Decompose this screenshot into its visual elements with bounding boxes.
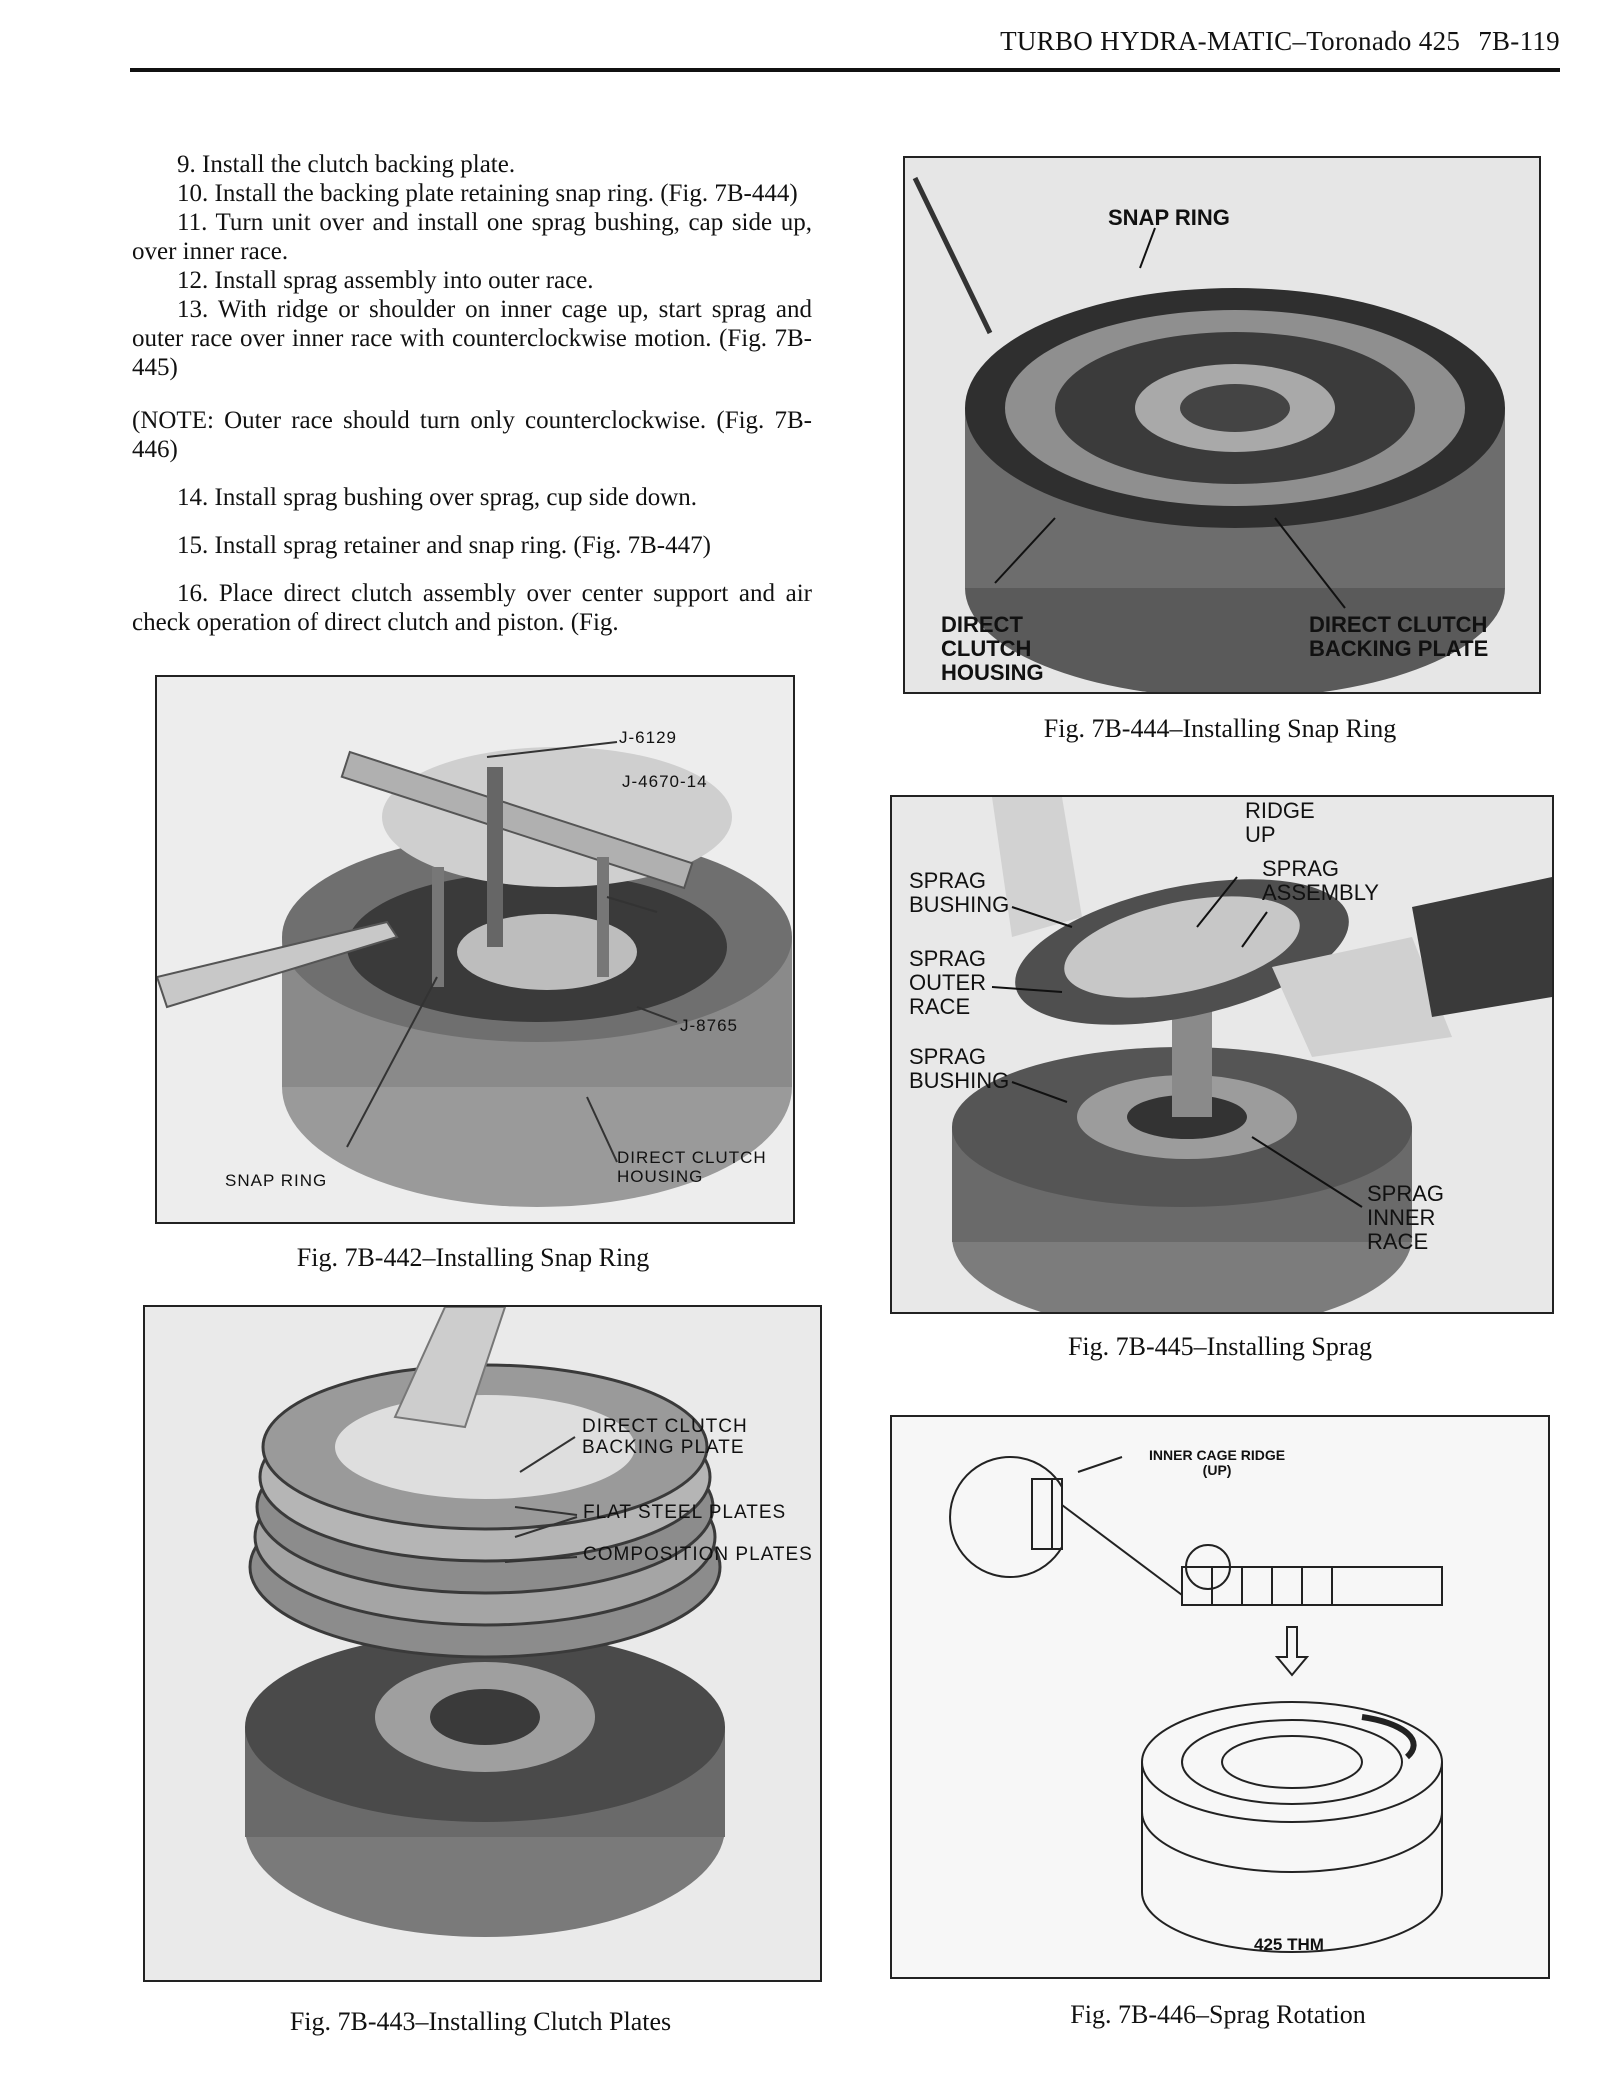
- label-composition-plates: COMPOSITION PLATES: [583, 1544, 813, 1565]
- step-15: 15. Install sprag retainer and snap ring. (Fig. 7B-447): [177, 532, 711, 559]
- note: (NOTE: Outer race should turn only counterclockwise. (Fig. 7B-446): [132, 407, 812, 463]
- running-header: [130, 22, 1560, 72]
- label-inner-cage-ridge: INNER CAGE RIDGE (UP): [1149, 1447, 1286, 1479]
- step-14: 14. Install sprag bushing over sprag, cup side down.: [177, 484, 698, 511]
- header-text: [982, 26, 1560, 57]
- label-direct-clutch-backing-plate: DIRECT CLUTCH BACKING PLATE: [1309, 612, 1489, 662]
- label-flat-steel-plates: FLAT STEEL PLATES: [583, 1502, 787, 1523]
- label-snap-ring: SNAP RING: [1108, 205, 1230, 230]
- page-number: 7B-119: [1478, 26, 1560, 56]
- caption-7b-446: Fig. 7B-446–Sprag Rotation: [1070, 2000, 1366, 2029]
- snap-ring-tool-illustration: [157, 677, 793, 1222]
- label-sprag-bushing-top: SPRAG BUSHING: [909, 868, 1010, 918]
- figure-7b-444: [903, 156, 1541, 694]
- label-snap-ring: SNAP RING: [225, 1171, 328, 1190]
- caption-7b-444: Fig. 7B-444–Installing Snap Ring: [1043, 714, 1397, 743]
- step-12: 12. Install sprag assembly into outer race.: [177, 267, 594, 294]
- label-direct-clutch-housing: DIRECT CLUTCH HOUSING: [941, 612, 1044, 686]
- label-j-6129: J-6129: [619, 728, 677, 747]
- caption-7b-443: Fig. 7B-443–Installing Clutch Plates: [289, 2007, 672, 2036]
- header-title: TURBO HYDRA-MATIC–Toronado 425: [1000, 26, 1461, 56]
- caption-7b-445: Fig. 7B-445–Installing Sprag: [1067, 1332, 1373, 1361]
- label-ridge-up: RIDGE UP: [1245, 798, 1315, 848]
- step-10: 10. Install the backing plate retaining snap ring. (Fig. 7B-444): [177, 180, 798, 207]
- label-sprag-bushing-bottom: SPRAG BUSHING: [909, 1044, 1010, 1094]
- caption-7b-442: Fig. 7B-442–Installing Snap Ring: [296, 1243, 650, 1272]
- label-sprag-assembly: SPRAG ASSEMBLY: [1262, 856, 1379, 906]
- label-backing-plate: DIRECT CLUTCH BACKING PLATE: [582, 1416, 748, 1458]
- figure-7b-443: [143, 1305, 822, 1982]
- label-j-8765: J-8765: [680, 1016, 738, 1035]
- figure-7b-446: [890, 1415, 1550, 1979]
- clutch-plates-illustration: [145, 1307, 820, 1980]
- label-direct-clutch-housing: DIRECT CLUTCH HOUSING: [617, 1148, 767, 1186]
- figure-7b-442: [155, 675, 795, 1224]
- sprag-rotation-line-drawing: [892, 1417, 1548, 1977]
- label-sprag-inner-race: SPRAG INNER RACE: [1367, 1181, 1445, 1255]
- figure-7b-445: [890, 795, 1554, 1314]
- step-16: 16. Place direct clutch assembly over center support and air check operation of direct clutch and piston. (Fig.: [132, 580, 812, 636]
- step-11: 11. Turn unit over and install one sprag bushing, cap side up, over inner race.: [132, 209, 812, 265]
- procedure-text: [132, 150, 812, 637]
- step-13: 13. With ridge or shoulder on inner cage up, start sprag and outer race over inner race with counterclockwise motion. (Fig. 7B-445): [132, 296, 812, 381]
- label-j-4670-14: J-4670-14: [622, 772, 708, 791]
- label-sprag-outer-race: SPRAG OUTER RACE: [909, 946, 987, 1020]
- step-9: 9. Install the clutch backing plate.: [177, 151, 516, 178]
- label-425-thm: 425 THM: [1254, 1935, 1324, 1954]
